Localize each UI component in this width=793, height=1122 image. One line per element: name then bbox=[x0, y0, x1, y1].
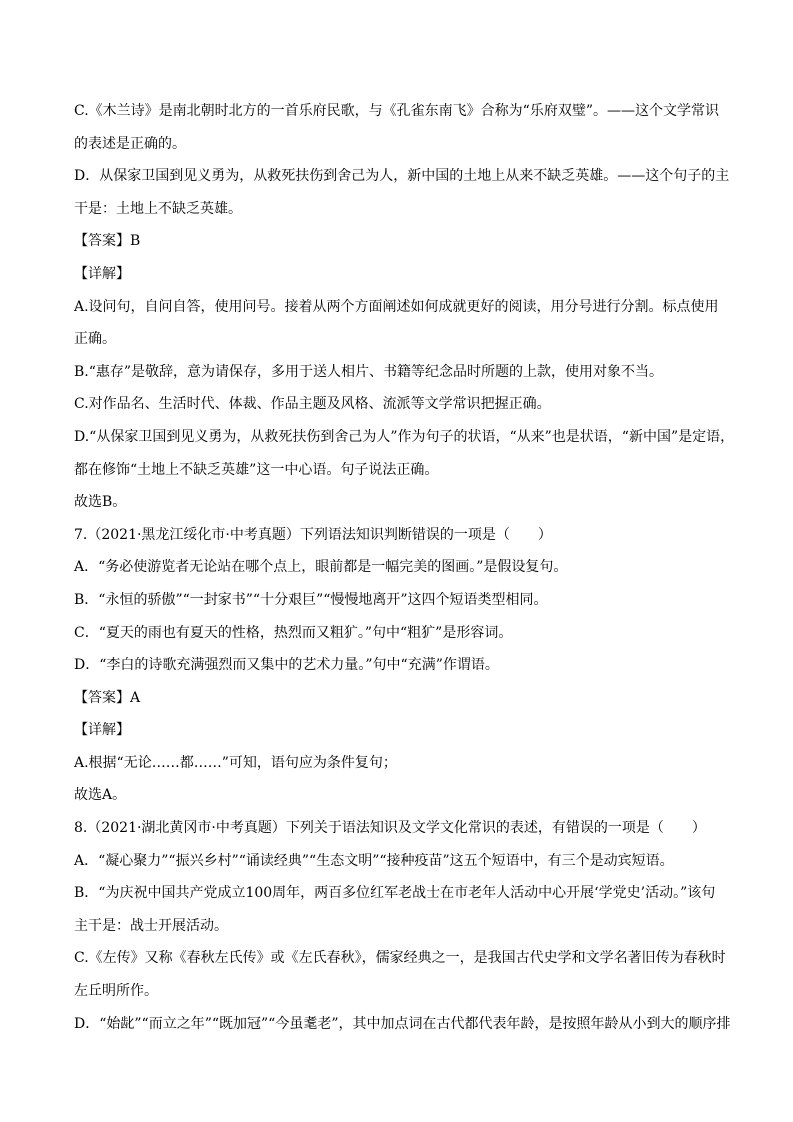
question-stem: 8.（2021·湖北黄冈市·中考真题）下列关于语法知识及文学文化常识的表述，有错误的一项是（ ） bbox=[74, 820, 706, 837]
text-line: 都在修饰“土地上不缺乏英雄”这一中心语。句子说法正确。 bbox=[74, 461, 439, 478]
explanation-label: 【详解】 bbox=[74, 265, 130, 282]
answer-label: 【答案】A bbox=[74, 689, 141, 706]
option-line: D．“李白的诗歌充满强烈而又集中的艺术力量。”句中“充满”作谓语。 bbox=[74, 657, 499, 674]
text-line: 主干是：战士开展活动。 bbox=[74, 917, 228, 934]
answer-label: 【答案】B bbox=[74, 233, 141, 250]
text-line: B.“惠存”是敬辞，意为请保存，多用于送人相片、书籍等纪念品时所题的上款，使用对象不当。 bbox=[74, 363, 664, 380]
text-line: 故选B。 bbox=[74, 494, 127, 511]
text-line: D．从保家卫国到见义勇为，从救死扶伤到舍己为人，新中国的土地上从来不缺乏英雄。——这个句子的主 bbox=[74, 168, 730, 185]
text-line: 干是：土地上不缺乏英雄。 bbox=[74, 200, 242, 217]
text-line: D.“从保家卫国到见义勇为，从救死扶伤到舍己为人”作为句子的状语，“从来”也是状语，“新中国”是定语， bbox=[74, 428, 735, 445]
document-page bbox=[74, 95, 735, 1040]
text-line: A.根据“无论……都……”可知，语句应为条件复句； bbox=[74, 754, 397, 771]
text-line: 故选A。 bbox=[74, 787, 127, 804]
question-stem: 7.（2021·黑龙江绥化市·中考真题）下列语法知识判断错误的一项是（ ） bbox=[74, 526, 552, 543]
option-line: D．“始龀”“而立之年”“既加冠”“今虽耄老”，其中加点词在古代都代表年龄，是按照年龄从小到大的顺序排 bbox=[74, 1015, 731, 1032]
text-line: 左丘明所作。 bbox=[74, 983, 158, 1000]
option-line: B．“永恒的骄傲”“一封家书”“十分艰巨”“慢慢地离开”这四个短语类型相同。 bbox=[74, 591, 548, 608]
text-line: 的表述是正确的。 bbox=[74, 135, 186, 152]
option-line: B．“为庆祝中国共产党成立100周年，两百多位红军老战士在市老年人活动中心开展‘学党史’活动。”该句 bbox=[74, 885, 716, 902]
option-line: A．“务必使游览者无论站在哪个点上，眼前都是一幅完美的图画。”是假设复句。 bbox=[74, 559, 568, 576]
text-line: C.对作品名、生活时代、体裁、作品主题及风格、流派等文学常识把握正确。 bbox=[74, 396, 551, 413]
text-line: 正确。 bbox=[74, 331, 116, 348]
option-line: C．“夏天的雨也有夏天的性格，热烈而又粗犷。”句中“粗犷”是形容词。 bbox=[74, 624, 513, 641]
text-line: A.设问句，自问自答，使用问号。接着从两个方面阐述如何成就更好的阅读，用分号进行分割。标点使用 bbox=[74, 298, 719, 315]
explanation-label: 【详解】 bbox=[74, 722, 130, 739]
text-line: C.《木兰诗》是南北朝时北方的一首乐府民歌，与《孔雀东南飞》合称为“乐府双璧”。——这个文学常识 bbox=[74, 103, 719, 119]
option-line: A．“凝心聚力”“振兴乡村”“诵读经典”“生态文明”“接种疫苗”这五个短语中，有三个是动宾短语。 bbox=[74, 852, 674, 869]
option-line: C.《左传》又称《春秋左氏传》或《左氏春秋》，儒家经典之一，是我国古代史学和文学名著旧传为春秋时 bbox=[74, 950, 726, 967]
